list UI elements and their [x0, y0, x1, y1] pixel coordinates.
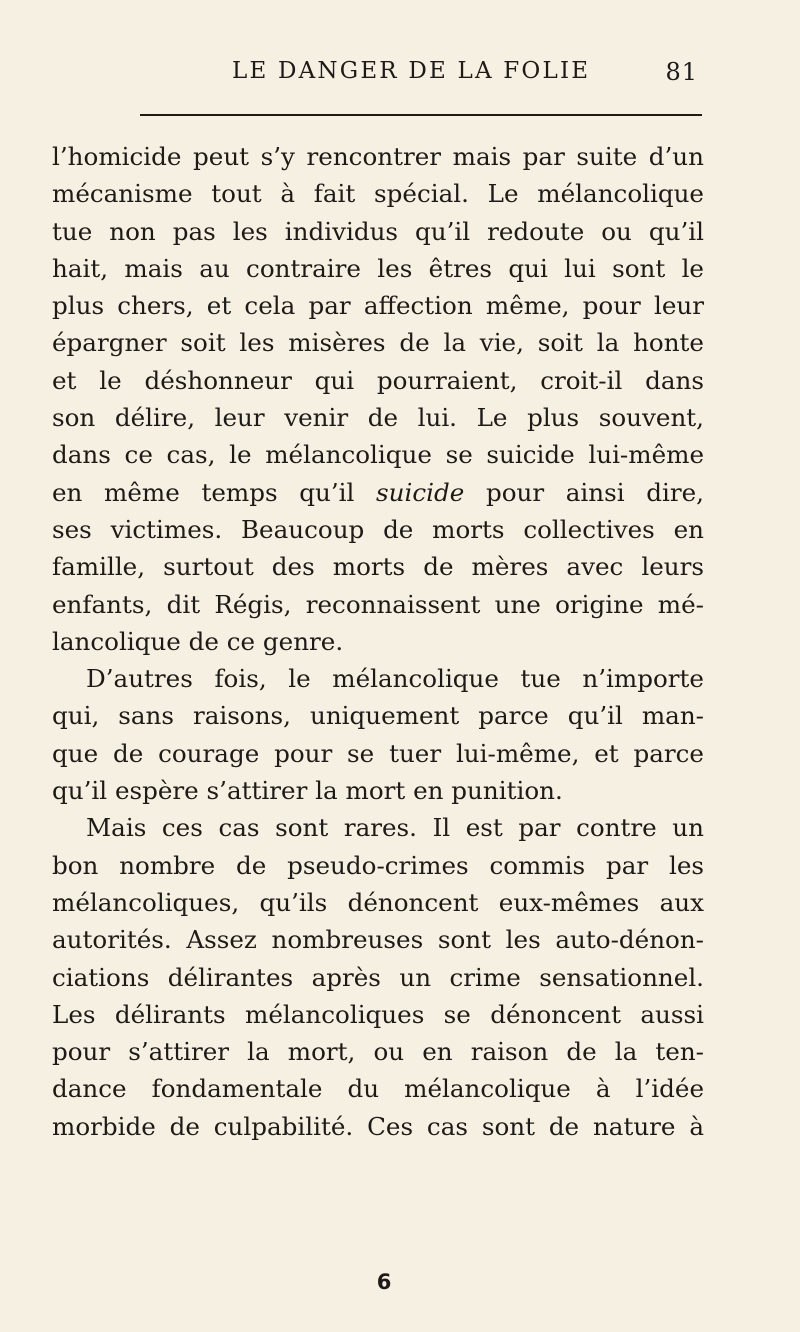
text-line: et le déshonneur qui pourraient, croit-il dans	[52, 365, 704, 395]
text-line: mécanisme tout à fait spécial. Le mélancolique	[52, 179, 704, 209]
text-line: tue non pas les individus qu’il redoute ou qu’il	[52, 216, 704, 246]
text-line: morbide de culpabilité. Ces cas sont de nature à	[52, 1111, 704, 1141]
running-title: LE DANGER DE LA FOLIE	[232, 58, 591, 84]
body-text	[52, 138, 704, 1145]
italic-word: suicide	[376, 477, 465, 507]
text-line: l’homicide peut s’y rencontrer mais par suite d’un	[52, 142, 704, 171]
text-line: autorités. Assez nombreuses sont les auto-dénon-	[52, 925, 704, 955]
text-line: Mais ces cas sont rares. Il est par contre un	[86, 813, 704, 843]
text-line: qui, sans raisons, uniquement parce qu’il man-	[52, 701, 704, 731]
text-line: pour s’attirer la mort, ou en raison de la ten-	[52, 1037, 704, 1067]
header-rule	[140, 114, 702, 116]
text-line: qu’il espère s’attirer la mort en punition.	[52, 776, 563, 806]
text-line: dans ce cas, le mélancolique se suicide lui-même	[52, 440, 704, 470]
signature-number: 6	[376, 1270, 392, 1294]
signature-mark	[0, 1270, 800, 1294]
text-line: épargner soit les misères de la vie, soit la honte	[52, 328, 704, 358]
text-line: famille, surtout des morts de mères avec leurs	[52, 552, 704, 582]
text-line: Les délirants mélancoliques se dénoncent aussi	[52, 999, 704, 1029]
text-line-with-italic	[52, 474, 704, 511]
text-line: ses victimes. Beaucoup de morts collectives en	[52, 514, 704, 544]
text-fragment: pour ainsi dire,	[464, 477, 704, 507]
text-line: hait, mais au contraire les êtres qui lui sont le	[52, 253, 704, 283]
text-line: enfants, dit Régis, reconnaissent une origine mé-	[52, 589, 704, 619]
text-line: ciations délirantes après un crime sensationnel.	[52, 962, 704, 992]
text-line: son délire, leur venir de lui. Le plus souvent,	[52, 403, 704, 433]
text-line: mélancoliques, qu’ils dénoncent eux-mêmes aux	[52, 887, 704, 917]
text-line: D’autres fois, le mélancolique tue n’importe	[86, 664, 704, 694]
text-line: que de courage pour se tuer lui-même, et parce	[52, 738, 704, 768]
running-header	[140, 58, 700, 98]
text-line: lancolique de ce genre.	[52, 626, 344, 656]
text-fragment: en même temps qu’il	[52, 477, 377, 507]
text-line: plus chers, et cela par affection même, pour leur	[52, 291, 704, 321]
text-line: bon nombre de pseudo-crimes commis par les	[52, 850, 704, 880]
text-line: dance fondamentale du mélancolique à l’idée	[52, 1074, 704, 1104]
page-number: 81	[665, 58, 698, 86]
